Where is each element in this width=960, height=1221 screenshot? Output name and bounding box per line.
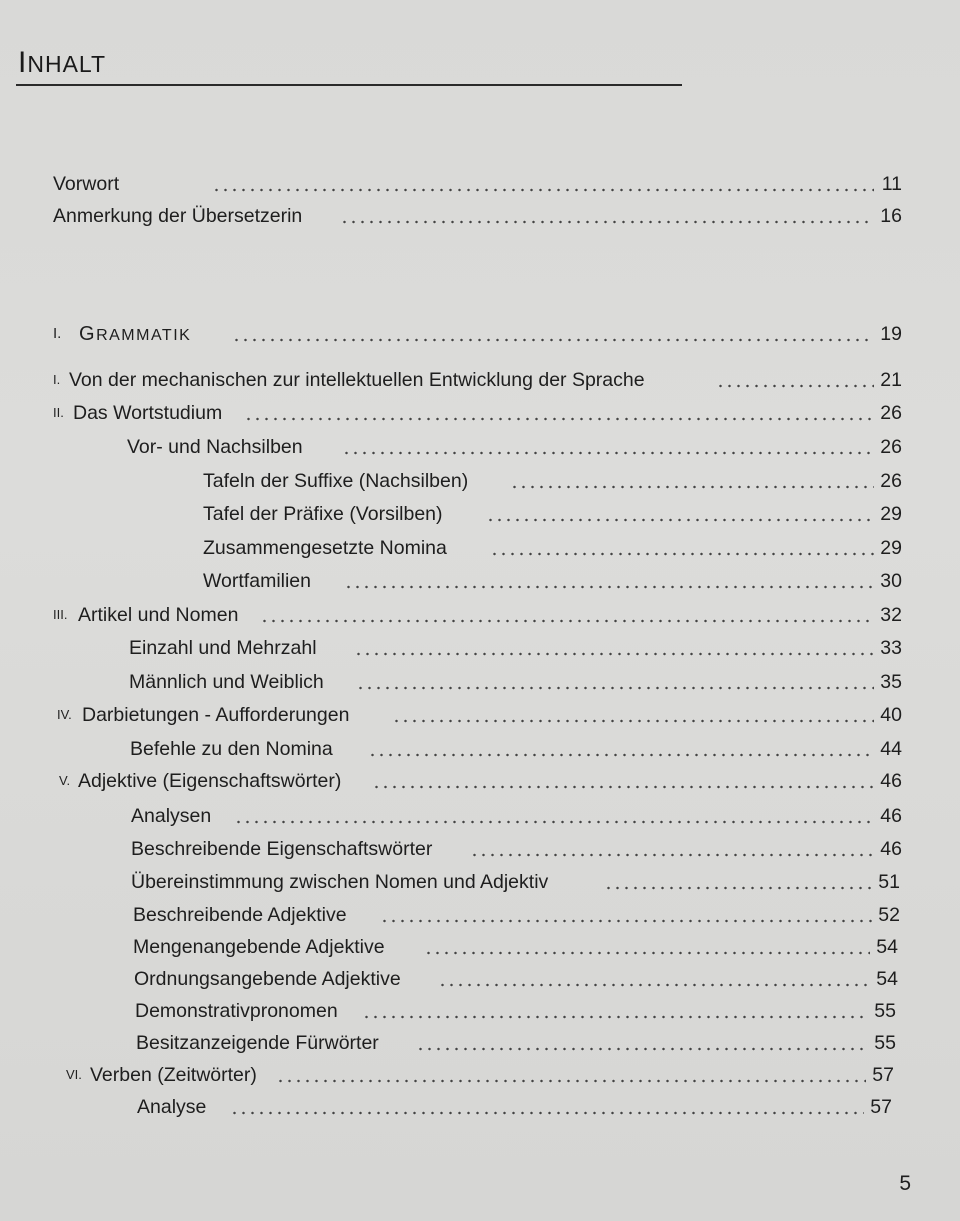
toc-entry [0, 767, 960, 795]
page-title-initial: I [18, 46, 28, 79]
toc-entry-label: Übereinstimmung zwischen Nomen und Adjektiv [131, 871, 549, 893]
dot-leader [276, 1079, 866, 1083]
dot-leader [362, 1015, 868, 1019]
dot-leader [490, 552, 874, 556]
toc-entry-page: 26 [880, 436, 902, 458]
toc-entry-numeral: II. [53, 405, 64, 420]
toc-entry-page: 54 [876, 936, 898, 958]
toc-entry [0, 802, 960, 830]
toc-part-title-rest: RAMMATIK [96, 327, 192, 344]
toc-entry [0, 567, 960, 595]
dot-leader [424, 951, 870, 955]
toc-entry-label: Tafel der Präfixe (Vorsilben) [203, 503, 443, 525]
dot-leader [470, 853, 874, 857]
toc-entry-label: Befehle zu den Nomina [130, 738, 333, 760]
toc-entry-page: 52 [878, 904, 900, 926]
toc-entry-page: 26 [880, 402, 902, 424]
toc-entry-label: Ordnungsangebende Adjektive [134, 968, 401, 990]
toc-entry-label: Adjektive (Eigenschaftswörter) [78, 770, 342, 792]
toc-entry-page: 55 [874, 1032, 896, 1054]
toc-entry-label: Von der mechanischen zur intellektuellen Entwicklung der Sprache [69, 369, 645, 391]
page-title-rest: NHALT [27, 51, 107, 77]
toc-entry [0, 399, 960, 427]
toc-entry [0, 735, 960, 763]
toc-entry-label: Artikel und Nomen [78, 604, 239, 626]
toc-entry-anmerkung [0, 202, 960, 230]
toc-entry [0, 500, 960, 528]
toc-entry [0, 1061, 960, 1089]
toc-entry [0, 1029, 960, 1057]
toc-entry-page: 26 [880, 470, 902, 492]
toc-entry-page: 44 [880, 738, 902, 760]
toc-entry-page: 21 [880, 369, 902, 391]
dot-leader [232, 338, 874, 342]
dot-leader [230, 1111, 864, 1115]
toc-entry-label: Analysen [131, 805, 212, 827]
toc-entry-page: 33 [880, 637, 902, 659]
toc-entry-page: 46 [880, 838, 902, 860]
toc-entry [0, 534, 960, 562]
dot-leader [354, 652, 874, 656]
toc-entry [0, 668, 960, 696]
toc-entry-label: Beschreibende Adjektive [133, 904, 347, 926]
toc-entry [0, 433, 960, 461]
toc-entry-label: Vorwort [53, 173, 120, 195]
toc-part-page: 19 [880, 323, 902, 345]
toc-entry-page: 57 [872, 1064, 894, 1086]
toc-entry-page: 35 [880, 671, 902, 693]
dot-leader [368, 753, 874, 757]
toc-entry-numeral: IV. [57, 707, 72, 722]
toc-entry-page: 55 [874, 1000, 896, 1022]
toc-entry-label: Mengenangebende Adjektive [133, 936, 385, 958]
dot-leader [438, 983, 870, 987]
dot-leader [234, 820, 874, 824]
toc-entry-label: Zusammengesetzte Nomina [203, 537, 447, 559]
toc-entry-page: 54 [876, 968, 898, 990]
toc-entry-page: 40 [880, 704, 902, 726]
dot-leader [392, 719, 874, 723]
toc-entry-label: Darbietungen - Aufforderungen [82, 704, 350, 726]
dot-leader [356, 686, 874, 690]
title-underline [16, 84, 682, 86]
dot-leader [604, 886, 872, 890]
dot-leader [716, 384, 874, 388]
toc-entry-numeral: I. [53, 372, 61, 387]
toc-entry-page: 11 [881, 173, 902, 195]
dot-leader [372, 785, 874, 789]
toc-entry-label: Das Wortstudium [73, 402, 223, 424]
toc-entry-page: 46 [880, 770, 902, 792]
dot-leader [380, 919, 872, 923]
toc-entry [0, 868, 960, 896]
toc-entry [0, 366, 960, 394]
dot-leader [486, 518, 874, 522]
toc-part-numeral: I. [53, 325, 62, 342]
toc-entry [0, 997, 960, 1025]
toc-entry-page: 16 [880, 205, 902, 227]
toc-entry-label: Anmerkung der Übersetzerin [53, 205, 303, 227]
dot-leader [344, 585, 874, 589]
toc-entry-label: Verben (Zeitwörter) [90, 1064, 257, 1086]
dot-leader [340, 220, 874, 224]
toc-entry-page: 29 [880, 537, 902, 559]
toc-entry-label: Besitzanzeigende Fürwörter [136, 1032, 379, 1054]
toc-entry-label: Wortfamilien [203, 570, 312, 592]
toc-entry [0, 701, 960, 729]
toc-entry-label: Beschreibende Eigenschaftswörter [131, 838, 433, 860]
page-title [18, 46, 106, 80]
toc-entry-label: Vor- und Nachsilben [127, 436, 303, 458]
toc-entry [0, 901, 960, 929]
toc-entry [0, 1093, 960, 1121]
toc-entry-page: 29 [880, 503, 902, 525]
toc-entry-label: Einzahl und Mehrzahl [129, 637, 317, 659]
toc-entry-numeral: V. [59, 773, 71, 788]
toc-part-grammatik [0, 320, 960, 348]
toc-entry [0, 467, 960, 495]
dot-leader [260, 619, 874, 623]
toc-entry-label: Tafeln der Suffixe (Nachsilben) [203, 470, 469, 492]
dot-leader [244, 417, 874, 421]
toc-entry-page: 46 [880, 805, 902, 827]
dot-leader [510, 485, 874, 489]
toc-entry [0, 634, 960, 662]
toc-entry [0, 835, 960, 863]
toc-entry-label: Demonstrativpronomen [135, 1000, 338, 1022]
toc-part-title [79, 320, 191, 350]
page-number: 5 [899, 1172, 911, 1195]
toc-entry-page: 32 [880, 604, 902, 626]
toc-entry-page: 51 [878, 871, 900, 893]
toc-entry-vorwort [0, 170, 960, 198]
toc-entry-numeral: VI. [66, 1067, 82, 1082]
toc-entry-label: Analyse [137, 1096, 207, 1118]
toc-entry-numeral: III. [53, 607, 68, 622]
toc-entry [0, 601, 960, 629]
dot-leader [416, 1047, 868, 1051]
toc-entry-page: 57 [870, 1096, 892, 1118]
dot-leader [212, 188, 874, 192]
dot-leader [342, 451, 874, 455]
toc-entry-page: 30 [880, 570, 902, 592]
toc-part-title-initial: G [79, 323, 97, 345]
toc-entry [0, 933, 960, 961]
toc-entry-label: Männlich und Weiblich [129, 671, 324, 693]
toc-entry [0, 965, 960, 993]
